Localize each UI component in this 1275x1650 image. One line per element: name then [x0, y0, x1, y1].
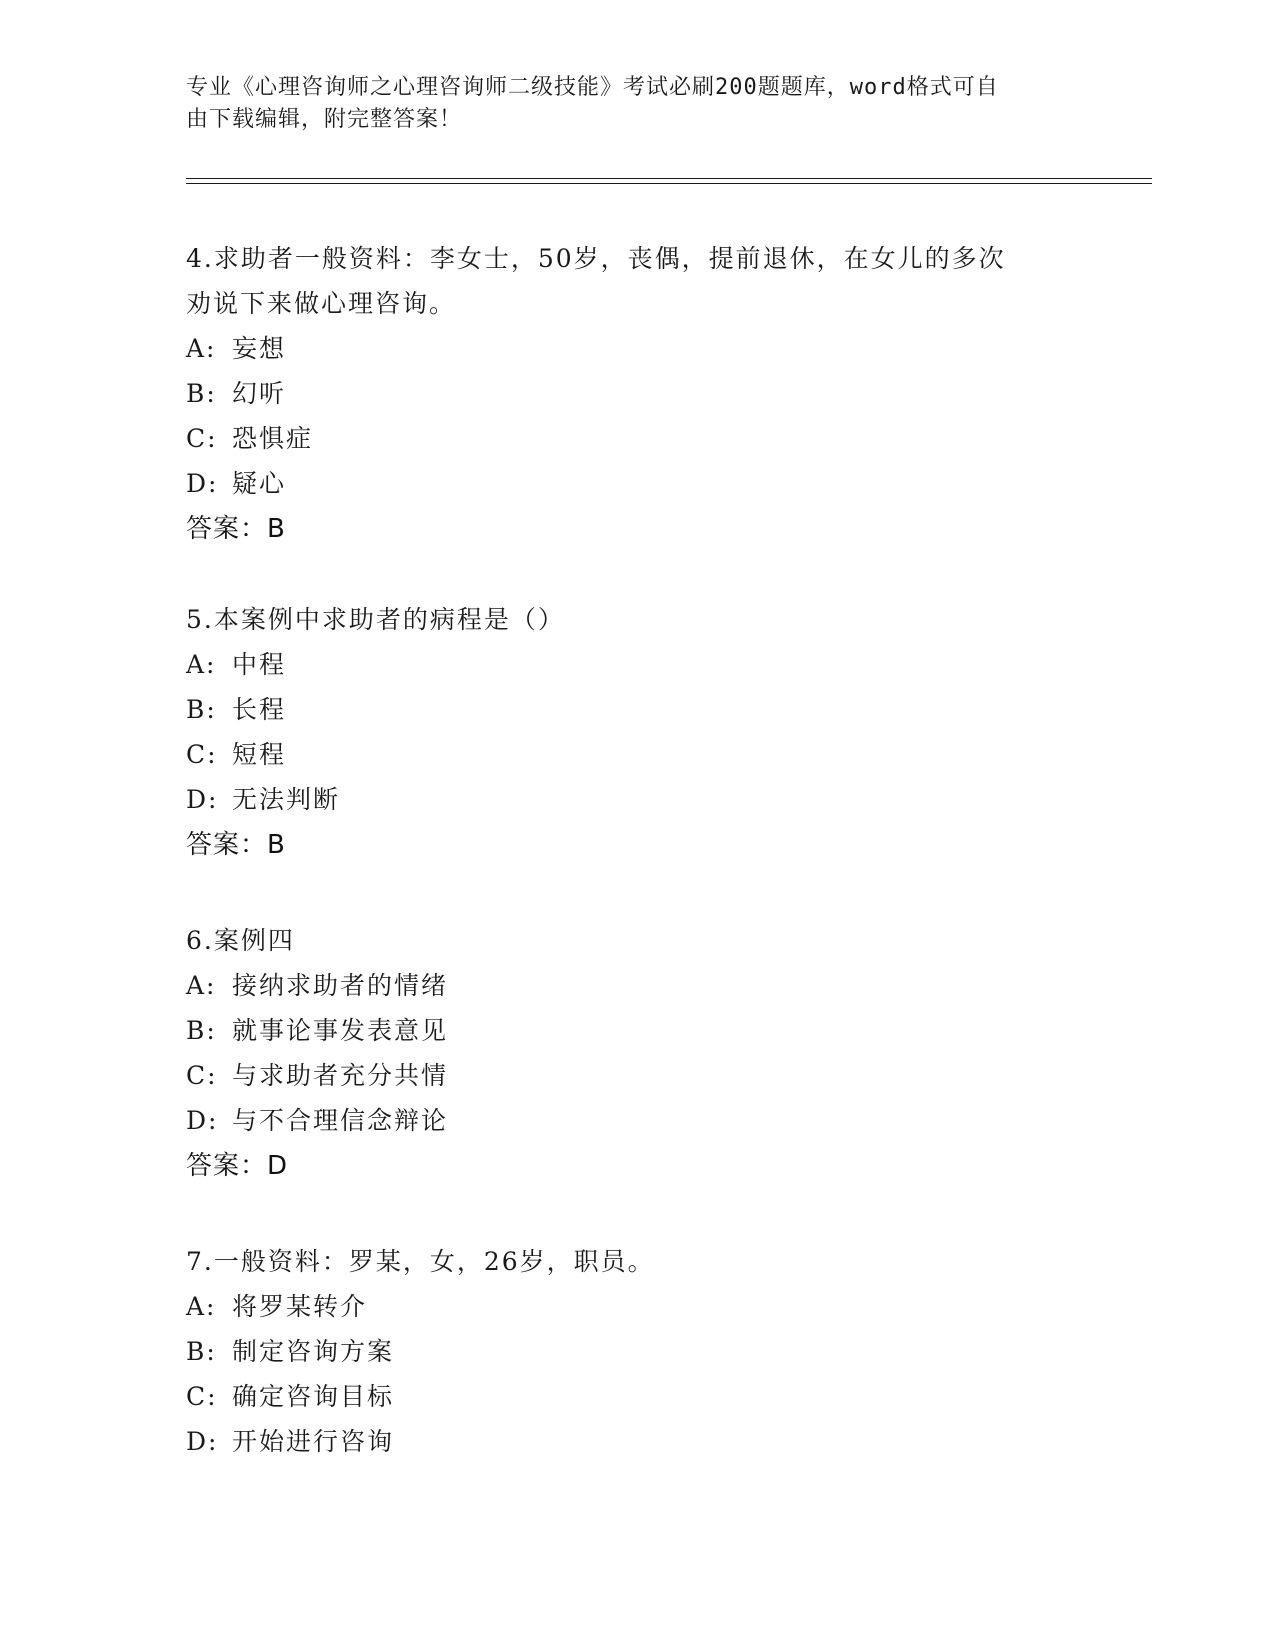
option-text: 开始进行咨询	[232, 1427, 395, 1456]
option-letter: A:	[186, 334, 217, 363]
option-c	[186, 416, 1086, 461]
option-text: 中程	[232, 650, 287, 679]
option-text: 与不合理信念辩论	[232, 1106, 449, 1135]
option-a	[186, 642, 1086, 687]
header-line-1: 专业《心理咨询师之心理咨询师二级技能》考试必刷200题题库，word格式可自	[186, 75, 999, 100]
option-letter: C:	[186, 424, 218, 453]
question-text: 4.求助者一般资料：李女士，50岁，丧偶，提前退休，在女儿的多次	[186, 244, 1006, 273]
option-b	[186, 1329, 1086, 1374]
question-5	[186, 597, 1086, 868]
option-a	[186, 1284, 1086, 1329]
option-letter: A:	[186, 1292, 217, 1321]
answer: 答案：B	[186, 830, 286, 860]
option-text: 制定咨询方案	[232, 1337, 395, 1366]
question-7	[186, 1239, 1086, 1464]
option-text: 幻听	[232, 379, 287, 408]
answer: 答案：D	[186, 1151, 289, 1181]
option-a	[186, 326, 1086, 371]
question-text-continued: 劝说下来做心理咨询。	[186, 289, 457, 318]
header-divider-bottom	[186, 183, 1152, 184]
option-letter: B:	[186, 1016, 217, 1045]
question-text: 7.一般资料：罗某，女，26岁，职员。	[186, 1247, 655, 1276]
option-text: 接纳求助者的情绪	[232, 971, 449, 1000]
option-b	[186, 687, 1086, 732]
option-text: 短程	[232, 740, 287, 769]
question-4	[186, 236, 1086, 552]
option-text: 无法判断	[232, 785, 341, 814]
option-d	[186, 1098, 1086, 1143]
option-text: 确定咨询目标	[232, 1382, 395, 1411]
option-c	[186, 732, 1086, 777]
option-b	[186, 371, 1086, 416]
option-text: 将罗某转介	[232, 1292, 368, 1321]
option-letter: D:	[186, 1427, 219, 1456]
header-line-2: 由下载编辑，附完整答案！	[186, 107, 463, 132]
option-d	[186, 777, 1086, 822]
option-letter: A:	[186, 650, 217, 679]
document-header	[186, 72, 1066, 136]
header-divider-top	[186, 178, 1152, 179]
option-text: 长程	[232, 695, 287, 724]
option-text: 恐惧症	[232, 424, 314, 453]
option-text: 疑心	[232, 469, 287, 498]
option-c	[186, 1374, 1086, 1419]
option-a	[186, 963, 1086, 1008]
option-letter: C:	[186, 1061, 218, 1090]
option-letter: A:	[186, 971, 217, 1000]
question-text: 6.案例四	[186, 926, 295, 955]
option-text: 妄想	[232, 334, 287, 363]
question-6	[186, 918, 1086, 1189]
option-letter: C:	[186, 1382, 218, 1411]
answer: 答案：B	[186, 514, 286, 544]
option-text: 与求助者充分共情	[232, 1061, 449, 1090]
option-d	[186, 1419, 1086, 1464]
option-letter: D:	[186, 785, 219, 814]
option-b	[186, 1008, 1086, 1053]
option-c	[186, 1053, 1086, 1098]
option-letter: D:	[186, 469, 219, 498]
option-letter: D:	[186, 1106, 219, 1135]
option-letter: B:	[186, 379, 217, 408]
option-letter: B:	[186, 1337, 217, 1366]
option-d	[186, 461, 1086, 506]
option-letter: C:	[186, 740, 218, 769]
option-text: 就事论事发表意见	[232, 1016, 449, 1045]
question-text: 5.本案例中求助者的病程是（）	[186, 605, 565, 634]
option-letter: B:	[186, 695, 217, 724]
